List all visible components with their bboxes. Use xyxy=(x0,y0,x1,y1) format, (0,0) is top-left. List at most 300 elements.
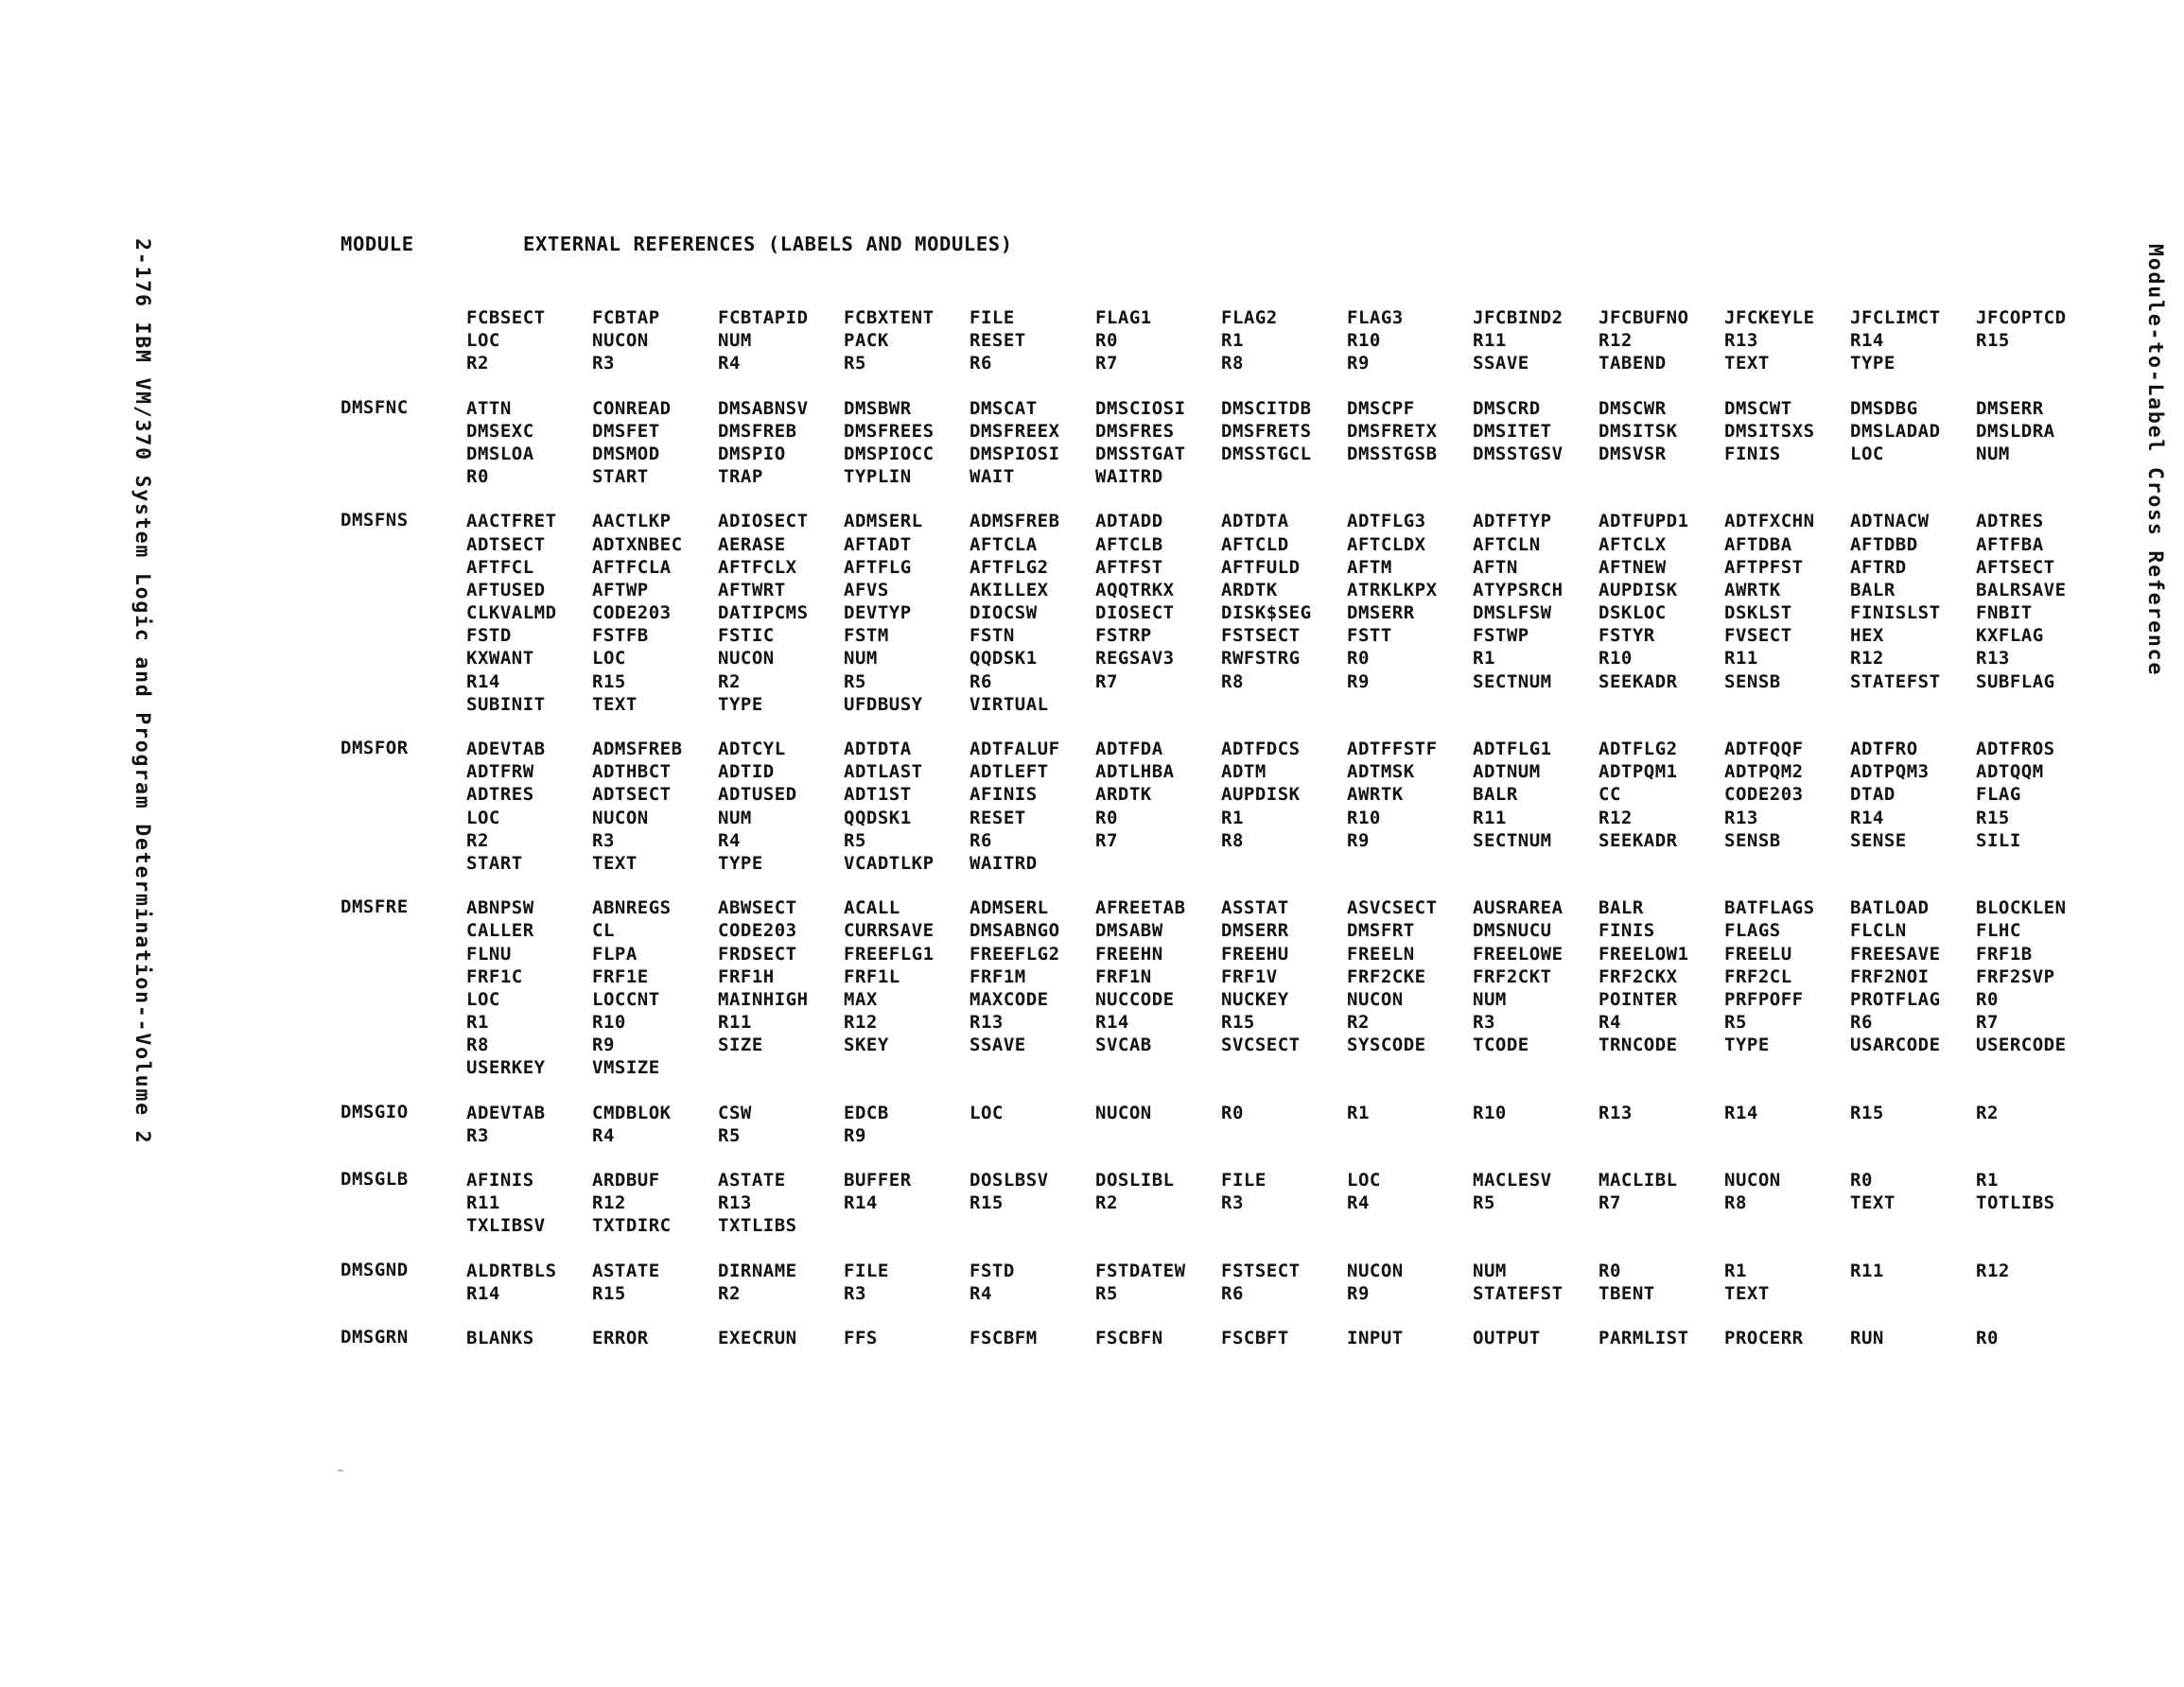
module-group xyxy=(341,738,2119,875)
reference-label: DMSFREEX xyxy=(970,420,1060,442)
reference-label: FLAG1 xyxy=(1095,307,1152,328)
reference-label: ADTDTA xyxy=(1221,511,1289,532)
reference-label: FLHC xyxy=(1976,920,2021,942)
reference-label: AFTFCL xyxy=(466,556,534,578)
reference-label: FSTD xyxy=(466,625,512,647)
reference-label: R11 xyxy=(1724,648,1758,670)
page-footer-rotated: 2-176 IBM VM/370 System Logic and Program Determination--Volume 2 xyxy=(131,238,154,1145)
reference-label: DOSLBSV xyxy=(970,1170,1049,1191)
reference-label: ABWSECT xyxy=(718,897,797,919)
reference-label: RWFSTRG xyxy=(1221,648,1301,670)
reference-label: LOC xyxy=(466,988,500,1010)
reference-label: JFCOPTCD xyxy=(1976,307,2067,328)
reference-label: R12 xyxy=(1599,807,1633,828)
reference-label: DOSLIBL xyxy=(1095,1170,1175,1191)
reference-label: LOC xyxy=(466,807,500,828)
reference-label: AUPDISK xyxy=(1599,579,1678,600)
module-group xyxy=(341,1169,2119,1238)
reference-label: ARDTK xyxy=(1095,784,1152,806)
reference-label: R3 xyxy=(592,829,615,851)
reference-label: FRF2CL xyxy=(1724,965,1792,987)
reference-label: POINTER xyxy=(1599,988,1678,1010)
reference-label: ADTPQM3 xyxy=(1850,761,1930,783)
reference-label: DMSLDRA xyxy=(1976,420,2055,442)
reference-label: R13 xyxy=(1599,1102,1633,1123)
reference-label: CODE203 xyxy=(718,920,797,942)
reference-label: R12 xyxy=(1599,330,1633,352)
reference-label: JFCBIND2 xyxy=(1473,307,1564,328)
reference-label: AERASE xyxy=(718,533,786,555)
reference-label: R11 xyxy=(1473,807,1507,828)
reference-label: CALLER xyxy=(466,920,534,942)
reference-list xyxy=(466,1327,2112,1349)
reference-label: R0 xyxy=(1599,1260,1621,1281)
reference-label: EDCB xyxy=(844,1102,889,1123)
reference-label: FRF2CKX xyxy=(1599,965,1678,987)
reference-label: R15 xyxy=(1976,807,2010,828)
reference-label: MACLIBL xyxy=(1599,1170,1678,1191)
reference-label: R6 xyxy=(970,670,992,692)
reference-label: R1 xyxy=(1473,648,1495,670)
reference-label: R3 xyxy=(1473,1012,1495,1034)
reference-label: FREEFLG1 xyxy=(844,943,935,965)
reference-label: ADTFDA xyxy=(1095,739,1163,759)
reference-label: NUM xyxy=(718,807,752,828)
module-group xyxy=(341,1102,2119,1147)
reference-label: LOC xyxy=(1347,1170,1381,1191)
reference-label: AFTN xyxy=(1473,556,1518,578)
reference-label: DMSABNSV xyxy=(718,397,809,419)
reference-label: FCBSECT xyxy=(466,307,546,328)
reference-label: FSCBFT xyxy=(1221,1327,1289,1348)
reference-label: ADEVTAB xyxy=(466,1102,546,1123)
reference-label: MAX xyxy=(844,988,878,1010)
reference-label: OUTPUT xyxy=(1473,1327,1541,1348)
reference-label: FSCBFM xyxy=(970,1327,1038,1348)
reference-label: FSTWP xyxy=(1473,625,1529,647)
reference-label: ADTID xyxy=(718,761,775,783)
reference-label: FINIS xyxy=(1599,920,1655,942)
reference-label: SSAVE xyxy=(1473,353,1529,374)
reference-label: DMSSTGCL xyxy=(1221,443,1312,464)
reference-label: AFTWP xyxy=(592,579,649,600)
reference-label: R9 xyxy=(1347,1282,1370,1304)
reference-label: KXFLAG xyxy=(1976,625,2044,647)
reference-label: FSTN xyxy=(970,625,1015,647)
reference-label: DIOSECT xyxy=(1095,602,1175,624)
reference-label: TYPE xyxy=(1724,1035,1770,1056)
reference-label: ASTATE xyxy=(592,1260,660,1281)
reference-label: ADTSECT xyxy=(592,784,672,806)
module-group xyxy=(341,397,2119,489)
reference-label: DISK$SEG xyxy=(1221,602,1312,624)
reference-label: FRF2NOI xyxy=(1850,965,1930,987)
reference-label: R14 xyxy=(466,1282,500,1304)
reference-label: R5 xyxy=(844,829,866,851)
reference-label: FRF2CKT xyxy=(1473,965,1552,987)
reference-label: R8 xyxy=(466,1035,489,1056)
reference-label: PROCERR xyxy=(1724,1327,1804,1348)
reference-label: TRAP xyxy=(718,466,763,488)
reference-label: FSTYR xyxy=(1599,625,1655,647)
reference-label: FRF1B xyxy=(1976,943,2033,965)
reference-label: FLNU xyxy=(466,943,512,965)
reference-label: ADTLEFT xyxy=(970,761,1049,783)
reference-label: DMSCAT xyxy=(970,397,1038,419)
reference-label: VMSIZE xyxy=(592,1057,660,1079)
reference-list xyxy=(466,1260,2112,1305)
reference-label: ADTMSK xyxy=(1347,761,1415,783)
reference-label: JFCBUFNO xyxy=(1599,307,1689,328)
reference-label: R9 xyxy=(592,1035,615,1056)
reference-label: R7 xyxy=(1095,670,1118,692)
reference-label: AFTFBA xyxy=(1976,533,2044,555)
reference-label: DMSLFSW xyxy=(1473,602,1552,624)
reference-label: BALRSAVE xyxy=(1976,579,2067,600)
reference-label: FSTRP xyxy=(1095,625,1152,647)
reference-label: ADTFROS xyxy=(1976,739,2055,759)
reference-label: BATFLAGS xyxy=(1724,897,1815,919)
reference-label: R2 xyxy=(466,829,489,851)
reference-label: ADTRES xyxy=(466,784,534,806)
reference-label: FRF1N xyxy=(1095,965,1152,987)
reference-label: ADTLAST xyxy=(844,761,923,783)
reference-label: SIZE xyxy=(718,1035,763,1056)
reference-label: R8 xyxy=(1221,353,1244,374)
reference-label: ADTLHBA xyxy=(1095,761,1175,783)
reference-label: AFTFCLA xyxy=(592,556,672,578)
reference-label: DIRNAME xyxy=(718,1260,797,1281)
reference-label: DMSFET xyxy=(592,420,660,442)
reference-label: R7 xyxy=(1095,353,1118,374)
reference-label: R6 xyxy=(970,829,992,851)
reference-label: R10 xyxy=(1347,330,1381,352)
reference-label: R2 xyxy=(718,1282,741,1304)
reference-label: TEXT xyxy=(1850,1192,1896,1214)
cross-reference-table xyxy=(341,306,2119,1371)
reference-label: CSW xyxy=(718,1102,752,1123)
reference-label: DMSLOA xyxy=(466,443,534,464)
reference-label: DMSCRD xyxy=(1473,397,1541,419)
module-group xyxy=(341,896,2119,1080)
reference-label: AFTCLX xyxy=(1599,533,1667,555)
reference-label: AFTCLN xyxy=(1473,533,1541,555)
reference-label: EXECRUN xyxy=(718,1327,797,1348)
reference-label: FRF1H xyxy=(718,965,775,987)
reference-label: NUM xyxy=(1473,1260,1507,1281)
reference-label: R4 xyxy=(1599,1012,1621,1034)
reference-label: BALR xyxy=(1599,897,1644,919)
reference-label: FSTT xyxy=(1347,625,1392,647)
reference-label: SENSE xyxy=(1850,829,1907,851)
reference-label: STATEFST xyxy=(1473,1282,1564,1304)
reference-label: R15 xyxy=(1976,330,2010,352)
module-group xyxy=(341,1327,2119,1349)
reference-label: R13 xyxy=(1724,807,1758,828)
reference-label: NUCON xyxy=(592,807,649,828)
reference-label: SUBFLAG xyxy=(1976,670,2055,692)
reference-label: TXLIBSV xyxy=(466,1215,546,1237)
reference-label: QQDSK1 xyxy=(844,807,912,828)
reference-label: R14 xyxy=(1724,1102,1758,1123)
reference-label: R14 xyxy=(1850,807,1884,828)
column-header-module: MODULE xyxy=(341,233,414,255)
reference-label: TCODE xyxy=(1473,1035,1529,1056)
reference-label: TEXT xyxy=(592,693,638,715)
reference-label: JFCLIMCT xyxy=(1850,307,1941,328)
reference-label: USARCODE xyxy=(1850,1035,1941,1056)
reference-label: ADTM xyxy=(1221,761,1267,783)
reference-label: DMSSTGAT xyxy=(1095,443,1186,464)
reference-label: ADTXNBEC xyxy=(592,533,683,555)
reference-label: R1 xyxy=(1976,1170,1999,1191)
reference-label: SILI xyxy=(1976,829,2021,851)
reference-label: R12 xyxy=(844,1012,878,1034)
reference-label: BUFFER xyxy=(844,1170,912,1191)
reference-label: INPUT xyxy=(1347,1327,1404,1348)
reference-label: FSTSECT xyxy=(1221,625,1301,647)
reference-label: NUCON xyxy=(1347,1260,1404,1281)
reference-label: R9 xyxy=(1347,353,1370,374)
reference-label: ADTNUM xyxy=(1473,761,1541,783)
reference-list xyxy=(466,510,2112,716)
reference-label: DMSMOD xyxy=(592,443,660,464)
reference-label: R0 xyxy=(1850,1170,1873,1191)
reference-label: AWRTK xyxy=(1724,579,1781,600)
reference-label: FNBIT xyxy=(1976,602,2033,624)
reference-label: DMSDBG xyxy=(1850,397,1918,419)
reference-label: TOTLIBS xyxy=(1976,1192,2055,1214)
module-name: DMSFNC xyxy=(341,396,409,418)
reference-label: R12 xyxy=(592,1192,626,1214)
reference-label: ADTQQM xyxy=(1976,761,2044,783)
reference-label: AWRTK xyxy=(1347,784,1404,806)
reference-label: WAIT xyxy=(970,466,1015,488)
reference-label: CURRSAVE xyxy=(844,920,935,942)
reference-label: ADEVTAB xyxy=(466,739,546,759)
reference-label: DIOCSW xyxy=(970,602,1038,624)
reference-label: R15 xyxy=(970,1192,1004,1214)
reference-label: FREELU xyxy=(1724,943,1792,965)
reference-label: FRF2SVP xyxy=(1976,965,2055,987)
reference-label: TEXT xyxy=(592,852,638,874)
reference-label: NUCON xyxy=(1347,988,1404,1010)
reference-label: FSCBFN xyxy=(1095,1327,1163,1348)
reference-label: DMSPIOCC xyxy=(844,443,935,464)
reference-label: R3 xyxy=(592,353,615,374)
reference-label: WAITRD xyxy=(970,852,1038,874)
reference-label: FREELOW1 xyxy=(1599,943,1689,965)
reference-label: R8 xyxy=(1221,670,1244,692)
reference-label: FREEFLG2 xyxy=(970,943,1060,965)
module-name: DMSGND xyxy=(341,1259,409,1280)
reference-label: R2 xyxy=(1347,1012,1370,1034)
reference-label: MAINHIGH xyxy=(718,988,809,1010)
reference-label: NUM xyxy=(844,648,878,670)
reference-label: R11 xyxy=(466,1192,500,1214)
reference-label: DMSFRETX xyxy=(1347,420,1438,442)
reference-label: ADTFRO xyxy=(1850,739,1918,759)
reference-label: FCBTAPID xyxy=(718,307,809,328)
module-name: DMSGIO xyxy=(341,1101,409,1122)
reference-label: R15 xyxy=(1850,1102,1884,1123)
reference-label: AFREETAB xyxy=(1095,897,1186,919)
reference-label: ARDBUF xyxy=(592,1170,660,1191)
reference-label: R0 xyxy=(1347,648,1370,670)
reference-label: DMSABW xyxy=(1095,920,1163,942)
reference-label: SVCAB xyxy=(1095,1035,1152,1056)
reference-list xyxy=(466,306,2112,375)
reference-label: AFTFST xyxy=(1095,556,1163,578)
reference-label: PARMLIST xyxy=(1599,1327,1689,1348)
reference-label: SSAVE xyxy=(970,1035,1026,1056)
reference-label: AKILLEX xyxy=(970,579,1049,600)
reference-label: ABNPSW xyxy=(466,897,534,919)
reference-label: ADTADD xyxy=(1095,511,1163,532)
reference-label: FRF1V xyxy=(1221,965,1278,987)
reference-label: VCADTLKP xyxy=(844,852,935,874)
reference-label: R12 xyxy=(1850,648,1884,670)
reference-label: R0 xyxy=(1095,807,1118,828)
reference-label: FLPA xyxy=(592,943,638,965)
reference-label: R0 xyxy=(1976,1327,1999,1348)
reference-label: R13 xyxy=(1976,648,2010,670)
reference-label: LOC xyxy=(592,648,626,670)
reference-label: SECTNUM xyxy=(1473,829,1552,851)
reference-label: ADTFTYP xyxy=(1473,511,1552,532)
reference-label: AACTLKP xyxy=(592,511,672,532)
reference-label: R15 xyxy=(1221,1012,1255,1034)
reference-label: NUM xyxy=(1473,988,1507,1010)
reference-label: NUCON xyxy=(718,648,775,670)
reference-label: DMSERR xyxy=(1347,602,1415,624)
reference-label: FRF1C xyxy=(466,965,523,987)
reference-label: NUCKEY xyxy=(1221,988,1289,1010)
reference-label: ADTFFSTF xyxy=(1347,739,1438,759)
reference-label: DMSERR xyxy=(1976,397,2044,419)
reference-label: CONREAD xyxy=(592,397,672,419)
reference-label: ADMSFREB xyxy=(970,511,1060,532)
reference-label: R13 xyxy=(1724,330,1758,352)
reference-label: R13 xyxy=(718,1192,752,1214)
reference-label: SECTNUM xyxy=(1473,670,1552,692)
reference-label: FILE xyxy=(844,1260,889,1281)
reference-label: ADTFLG1 xyxy=(1473,739,1552,759)
reference-label: FSTD xyxy=(970,1260,1015,1281)
reference-label: FREELN xyxy=(1347,943,1415,965)
column-header-external-references: EXTERNAL REFERENCES (LABELS AND MODULES) xyxy=(523,233,1013,255)
reference-label: SUBINIT xyxy=(466,693,546,715)
reference-label: FREEHN xyxy=(1095,943,1163,965)
reference-label: RUN xyxy=(1850,1327,1884,1348)
reference-label: ASTATE xyxy=(718,1170,786,1191)
reference-label: FLCLN xyxy=(1850,920,1907,942)
reference-label: AFTADT xyxy=(844,533,912,555)
reference-label: R2 xyxy=(1976,1102,1999,1123)
reference-label: DMSCWR xyxy=(1599,397,1667,419)
reference-label: SYSCODE xyxy=(1347,1035,1426,1056)
reference-label: FFS xyxy=(844,1327,878,1348)
reference-label: AUPDISK xyxy=(1221,784,1301,806)
reference-label: ACALL xyxy=(844,897,900,919)
reference-label: R14 xyxy=(1850,330,1884,352)
reference-label: AFTCLA xyxy=(970,533,1038,555)
reference-label: FSTIC xyxy=(718,625,775,647)
reference-label: BLANKS xyxy=(466,1327,534,1348)
reference-label: AFTCLDX xyxy=(1347,533,1426,555)
reference-label: R1 xyxy=(466,1012,489,1034)
reference-label: AFINIS xyxy=(970,784,1038,806)
reference-label: ABNREGS xyxy=(592,897,672,919)
reference-label: START xyxy=(466,852,523,874)
reference-label: USERCODE xyxy=(1976,1035,2067,1056)
reference-label: DMSCPF xyxy=(1347,397,1415,419)
reference-label: R11 xyxy=(718,1012,752,1034)
reference-label: RESET xyxy=(970,330,1026,352)
reference-label: AFTWRT xyxy=(718,579,786,600)
reference-label: ADTDTA xyxy=(844,739,912,759)
reference-label: R0 xyxy=(1976,988,1999,1010)
reference-label: LOCCNT xyxy=(592,988,660,1010)
reference-label: R7 xyxy=(1599,1192,1621,1214)
reference-label: ADTFLG3 xyxy=(1347,511,1426,532)
reference-label: NUCON xyxy=(1095,1102,1152,1123)
reference-label: SEEKADR xyxy=(1599,829,1678,851)
reference-label: R5 xyxy=(1095,1282,1118,1304)
reference-label: DMSEXC xyxy=(466,420,534,442)
reference-label: ASVCSECT xyxy=(1347,897,1438,919)
reference-label: R0 xyxy=(1221,1102,1244,1123)
reference-label: NUM xyxy=(1976,443,2010,464)
reference-label: PROTFLAG xyxy=(1850,988,1941,1010)
module-group xyxy=(341,1260,2119,1305)
reference-label: FREEHU xyxy=(1221,943,1289,965)
reference-label: TBENT xyxy=(1599,1282,1655,1304)
reference-label: ADTSECT xyxy=(466,533,546,555)
reference-label: ADTPQM2 xyxy=(1724,761,1804,783)
reference-label: FREELOWE xyxy=(1473,943,1564,965)
reference-list xyxy=(466,1102,2112,1147)
reference-label: DMSFRETS xyxy=(1221,420,1312,442)
reference-label: R2 xyxy=(718,670,741,692)
reference-label: R14 xyxy=(466,670,500,692)
reference-label: CODE203 xyxy=(1724,784,1804,806)
reference-label: R4 xyxy=(970,1282,992,1304)
reference-label: FRDSECT xyxy=(718,943,797,965)
reference-label: LOC xyxy=(1850,443,1884,464)
reference-label: TYPLIN xyxy=(844,466,912,488)
reference-label: R5 xyxy=(1724,1012,1747,1034)
reference-label: FILE xyxy=(1221,1170,1267,1191)
reference-label: ADTUSED xyxy=(718,784,797,806)
reference-label: AFTCLD xyxy=(1221,533,1289,555)
reference-label: TEXT xyxy=(1724,1282,1770,1304)
reference-label: ADTFDCS xyxy=(1221,739,1301,759)
reference-label: CC xyxy=(1599,784,1621,806)
reference-label: FRF1M xyxy=(970,965,1026,987)
reference-label: ADTCYL xyxy=(718,739,786,759)
reference-label: AFTRD xyxy=(1850,556,1907,578)
reference-label: ADMSFREB xyxy=(592,739,683,759)
reference-label: ADTPQM1 xyxy=(1599,761,1678,783)
reference-label: BALR xyxy=(1850,579,1896,600)
reference-label: DMSERR xyxy=(1221,920,1289,942)
reference-label: FREESAVE xyxy=(1850,943,1941,965)
reference-label: AFTPFST xyxy=(1724,556,1804,578)
reference-label: ADTRES xyxy=(1976,511,2044,532)
reference-label: DMSCWT xyxy=(1724,397,1792,419)
reference-label: DATIPCMS xyxy=(718,602,809,624)
